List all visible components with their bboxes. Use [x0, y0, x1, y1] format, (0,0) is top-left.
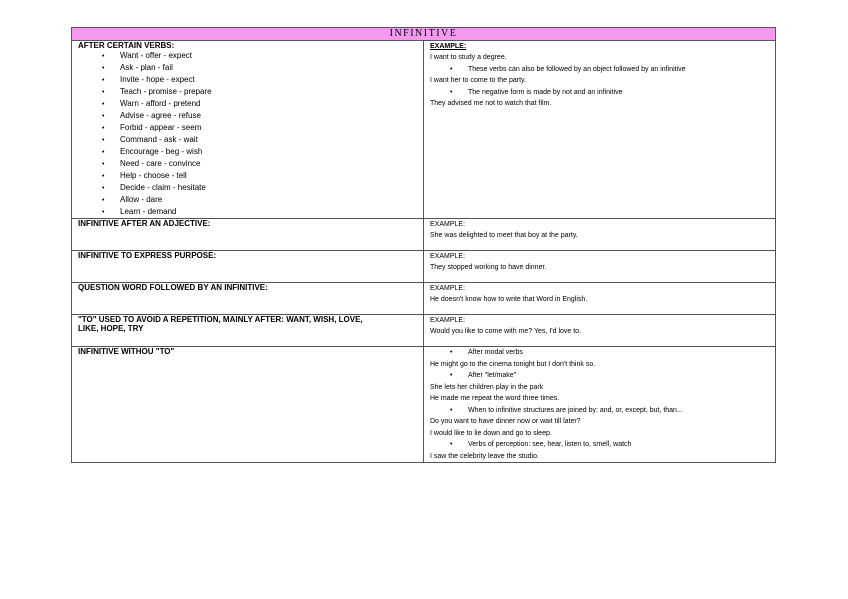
example-sentence: She lets her children play in the park — [430, 383, 544, 391]
verb-item: • Advise - agree - refuse — [102, 110, 417, 122]
purpose-heading: INFINITIVE TO EXPRESS PURPOSE: — [78, 251, 217, 260]
after-verbs-cell — [72, 41, 424, 219]
example-sentence: He made me repeat the word three times. — [430, 395, 560, 402]
after-verbs-example-cell — [424, 41, 776, 219]
example-label: EXAMPLE: — [430, 285, 466, 292]
without-to-heading: INFINITIVE WITHOU "TO" — [78, 347, 175, 356]
purpose-example-cell — [424, 251, 776, 283]
example-sentence: He might go to the cinema tonight but I don't think so. — [430, 360, 596, 368]
repetition-example-cell — [424, 315, 776, 347]
example-label: EXAMPLE: — [430, 317, 466, 324]
verb-list — [78, 50, 417, 218]
example-label: EXAMPLE: — [430, 43, 467, 50]
repetition-heading-line-2: LIKE, HOPE, TRY — [78, 324, 144, 333]
example-sentence: I saw the celebrity leave the studio. — [430, 452, 539, 460]
verb-item: • Invite - hope - expect — [102, 74, 417, 86]
question-word-cell — [72, 283, 424, 315]
rule-note: • After "let/make" — [430, 370, 769, 382]
question-word-example-cell — [424, 283, 776, 315]
verb-item: • Forbid - appear - seem — [102, 122, 417, 134]
example-sentence: I want to study a degree. — [430, 54, 507, 61]
rule-note: • Verbs of perception: see, hear, listen to, smell, watch — [430, 439, 769, 451]
example-sentence: Would you like to come with me? Yes, I'd love to. — [430, 328, 582, 335]
without-to-example-cell — [424, 347, 776, 463]
verb-item: • Need - care - convince — [102, 158, 417, 170]
rule-note: • The negative form is made by not and an infinitive — [430, 87, 769, 99]
adjective-example-cell — [424, 219, 776, 251]
table-title: INFINITIVE — [72, 28, 776, 41]
example-sentence: He doesn't know how to write that Word in English. — [430, 296, 588, 303]
verb-item: • Command - ask - wait — [102, 134, 417, 146]
example-sentence: I want her to come to the party. — [430, 77, 526, 84]
rule-note: • These verbs can also be followed by an object followed by an infinitive — [430, 64, 769, 76]
verb-item: • Teach - promise - prepare — [102, 86, 417, 98]
example-sentence: She was delighted to meet that boy at the party. — [430, 232, 578, 239]
rule-note: • After modal verbs — [430, 347, 769, 359]
example-sentence: Do you want to have dinner now or wait till later? — [430, 418, 581, 425]
adjective-cell — [72, 219, 424, 251]
verb-item: • Help - choose - tell — [102, 170, 417, 182]
example-sentence: I would like to lie down and go to sleep. — [430, 429, 552, 437]
repetition-cell — [72, 315, 424, 347]
verb-item: • Decide - claim - hesitate — [102, 182, 417, 194]
example-label: EXAMPLE: — [430, 253, 466, 260]
adjective-heading: INFINITIVE AFTER AN ADJECTIVE: — [78, 219, 211, 228]
example-sentence: They advised me not to watch that film. — [430, 100, 552, 107]
example-sentence: They stopped working to have dinner. — [430, 264, 547, 271]
verb-item: • Learn - demand — [102, 206, 417, 218]
verb-item: • Allow - dare — [102, 194, 417, 206]
after-verbs-heading: AFTER CERTAIN VERBS: — [78, 41, 175, 50]
verb-item: • Ask - plan - fail — [102, 62, 417, 74]
question-word-heading: QUESTION WORD FOLLOWED BY AN INFINITIVE: — [78, 283, 268, 292]
rule-note: • When to infinitive structures are joined by: and, or, except, but, than... — [430, 405, 769, 417]
verb-item: • Want - offer - expect — [102, 50, 417, 62]
without-to-cell — [72, 347, 424, 463]
repetition-heading-line-1: "TO" USED TO AVOID A REPETITION, MAINLY AFTER: WANT, WISH, LOVE, — [78, 315, 363, 324]
verb-item: • Encourage - beg - wish — [102, 146, 417, 158]
infinitive-table — [71, 27, 776, 463]
verb-item: • Warn - afford - pretend — [102, 98, 417, 110]
example-label: EXAMPLE: — [430, 221, 466, 228]
purpose-cell — [72, 251, 424, 283]
